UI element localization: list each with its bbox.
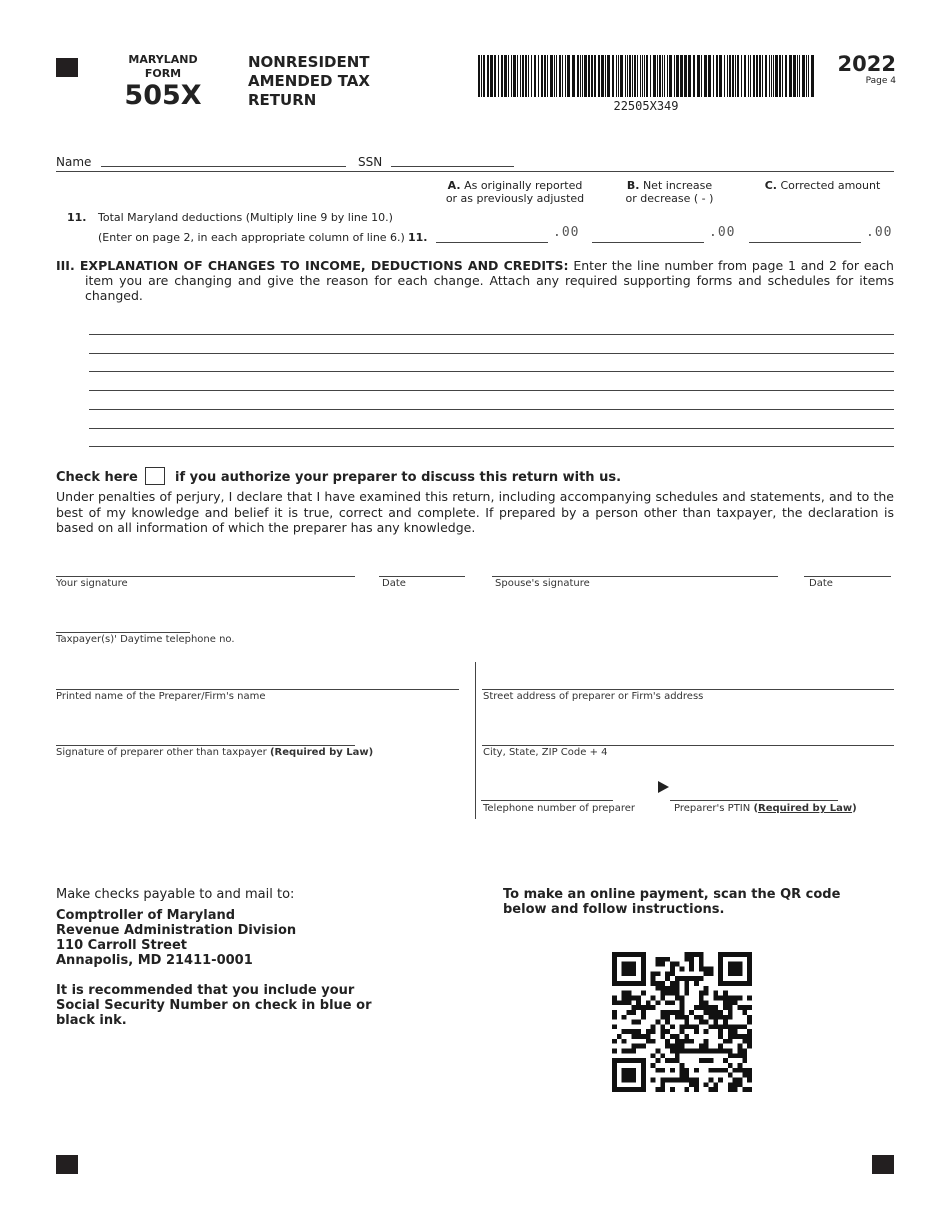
ssn-field[interactable] bbox=[391, 166, 514, 167]
date-field-2[interactable] bbox=[804, 576, 891, 577]
line-11-text: Total Maryland deductions (Multiply line 9 by line 10.) bbox=[98, 211, 393, 224]
preparer-signature-label: Signature of preparer other than taxpayer (Required by Law) bbox=[56, 747, 374, 758]
registration-mark-bottom-left bbox=[56, 1155, 78, 1174]
section-3-instructions: Enter the line number from page 1 and 2 for each item you are changing and give the reason for each change. Attach any required supporting forms and schedules for items changed. bbox=[85, 258, 894, 303]
title-line-1: NONRESIDENT bbox=[248, 53, 370, 71]
state-label: MARYLAND bbox=[128, 53, 198, 66]
city-state-zip-label: City, State, ZIP Code + 4 bbox=[483, 747, 608, 758]
line-11-column-b-cents: .00 bbox=[709, 225, 736, 240]
mailing-intro: Make checks payable to and mail to: bbox=[56, 887, 295, 902]
section-3-explanation bbox=[56, 258, 894, 303]
form-title bbox=[248, 53, 370, 110]
line-11-ref: 11. bbox=[408, 231, 428, 244]
line-11-column-a-cents: .00 bbox=[553, 225, 580, 240]
online-payment-instructions: To make an online payment, scan the QR code below and follow instructions. bbox=[503, 887, 841, 917]
barcode-text: 22505X349 bbox=[613, 99, 679, 113]
mailing-address-line-4: Annapolis, MD 21411-0001 bbox=[56, 953, 253, 968]
date-field-1[interactable] bbox=[379, 576, 465, 577]
preparer-name-label: Printed name of the Preparer/Firm's name bbox=[56, 691, 266, 702]
ssn-label: SSN bbox=[358, 155, 383, 169]
preparer-phone-label: Telephone number of preparer bbox=[483, 803, 636, 814]
registration-mark-bottom-right bbox=[872, 1155, 894, 1174]
required-by-law-note: (Required by Law) bbox=[269, 747, 374, 758]
date-label-2: Date bbox=[809, 578, 833, 589]
mailing-address-line-2: Revenue Administration Division bbox=[56, 923, 297, 938]
line-11-text-2: (Enter on page 2, in each appropriate column of line 6.) bbox=[98, 231, 405, 244]
form-number: 505X bbox=[124, 80, 202, 111]
arrow-right-icon bbox=[658, 781, 669, 793]
line-11-column-c-field[interactable] bbox=[749, 242, 861, 243]
title-line-3: RETURN bbox=[248, 91, 317, 109]
explanation-line-5[interactable] bbox=[89, 409, 894, 410]
section-3-heading: III. EXPLANATION OF CHANGES TO INCOME, DEDUCTIONS AND CREDITS: bbox=[56, 258, 569, 273]
mailing-address-line-3: 110 Carroll Street bbox=[56, 938, 188, 953]
column-c-header: C. Corrected amount bbox=[764, 179, 881, 192]
daytime-phone-field[interactable] bbox=[56, 632, 190, 633]
preparer-phone-field[interactable] bbox=[481, 800, 613, 801]
date-label-1: Date bbox=[382, 578, 406, 589]
explanation-line-4[interactable] bbox=[89, 390, 894, 391]
name-field[interactable] bbox=[101, 166, 346, 167]
column-a-header: A. As originally reported or as previously adjusted bbox=[445, 179, 585, 205]
check-here-label: Check here bbox=[56, 470, 138, 485]
form-label bbox=[118, 53, 208, 81]
mailing-address-line-1: Comptroller of Maryland bbox=[56, 908, 236, 923]
preparer-signature-field[interactable] bbox=[56, 745, 355, 746]
column-b-header: B. Net increase or decrease ( - ) bbox=[625, 179, 714, 205]
authorize-preparer-checkbox[interactable] bbox=[145, 467, 165, 485]
preparer-ptin-field[interactable] bbox=[670, 800, 838, 801]
barcode-image bbox=[478, 55, 814, 97]
your-signature-field[interactable] bbox=[56, 576, 355, 577]
ssn-recommendation: It is recommended that you include your Social Security Number on check in blue or black ink. bbox=[56, 983, 372, 1028]
spouse-signature-field[interactable] bbox=[492, 576, 778, 577]
explanation-line-3[interactable] bbox=[89, 371, 894, 372]
line-11-column-c-cents: .00 bbox=[866, 225, 893, 240]
page-number: Page 4 bbox=[865, 76, 896, 86]
title-line-2: AMENDED TAX bbox=[248, 72, 370, 90]
explanation-line-6[interactable] bbox=[89, 428, 894, 429]
daytime-phone-label: Taxpayer(s)' Daytime telephone no. bbox=[56, 634, 235, 645]
name-label: Name bbox=[56, 155, 92, 169]
preparer-address-field[interactable] bbox=[482, 689, 894, 690]
tax-year: 2022 bbox=[837, 52, 896, 76]
line-11-number: 11. bbox=[67, 211, 87, 224]
preparer-address-label: Street address of preparer or Firm's address bbox=[483, 691, 704, 702]
line-11-column-a-field[interactable] bbox=[436, 242, 548, 243]
line-11-column-b-field[interactable] bbox=[592, 242, 704, 243]
preparer-name-field[interactable] bbox=[56, 689, 459, 690]
your-signature-label: Your signature bbox=[56, 578, 128, 589]
header-divider bbox=[56, 171, 894, 172]
preparer-ptin-label: Preparer's PTIN (Required by Law) bbox=[674, 803, 857, 814]
city-state-zip-field[interactable] bbox=[482, 745, 894, 746]
explanation-line-2[interactable] bbox=[89, 353, 894, 354]
qr-code-image[interactable] bbox=[612, 952, 752, 1092]
perjury-declaration: Under penalties of perjury, I declare that I have examined this return, including accompanying schedules and statements, and to the best of my knowledge and belief it is true, correct and complete. If prepared by a person other than taxpayer, the declaration is based on all information of which the preparer has any knowledge. bbox=[56, 489, 894, 535]
preparer-divider bbox=[475, 662, 476, 819]
spouse-signature-label: Spouse's signature bbox=[495, 578, 590, 589]
explanation-line-7[interactable] bbox=[89, 446, 894, 447]
form-word: FORM bbox=[144, 67, 182, 80]
authorize-statement: if you authorize your preparer to discuss this return with us. bbox=[175, 470, 622, 485]
registration-mark-top-left bbox=[56, 58, 78, 77]
explanation-line-1[interactable] bbox=[89, 334, 894, 335]
mailing-address bbox=[56, 908, 296, 968]
